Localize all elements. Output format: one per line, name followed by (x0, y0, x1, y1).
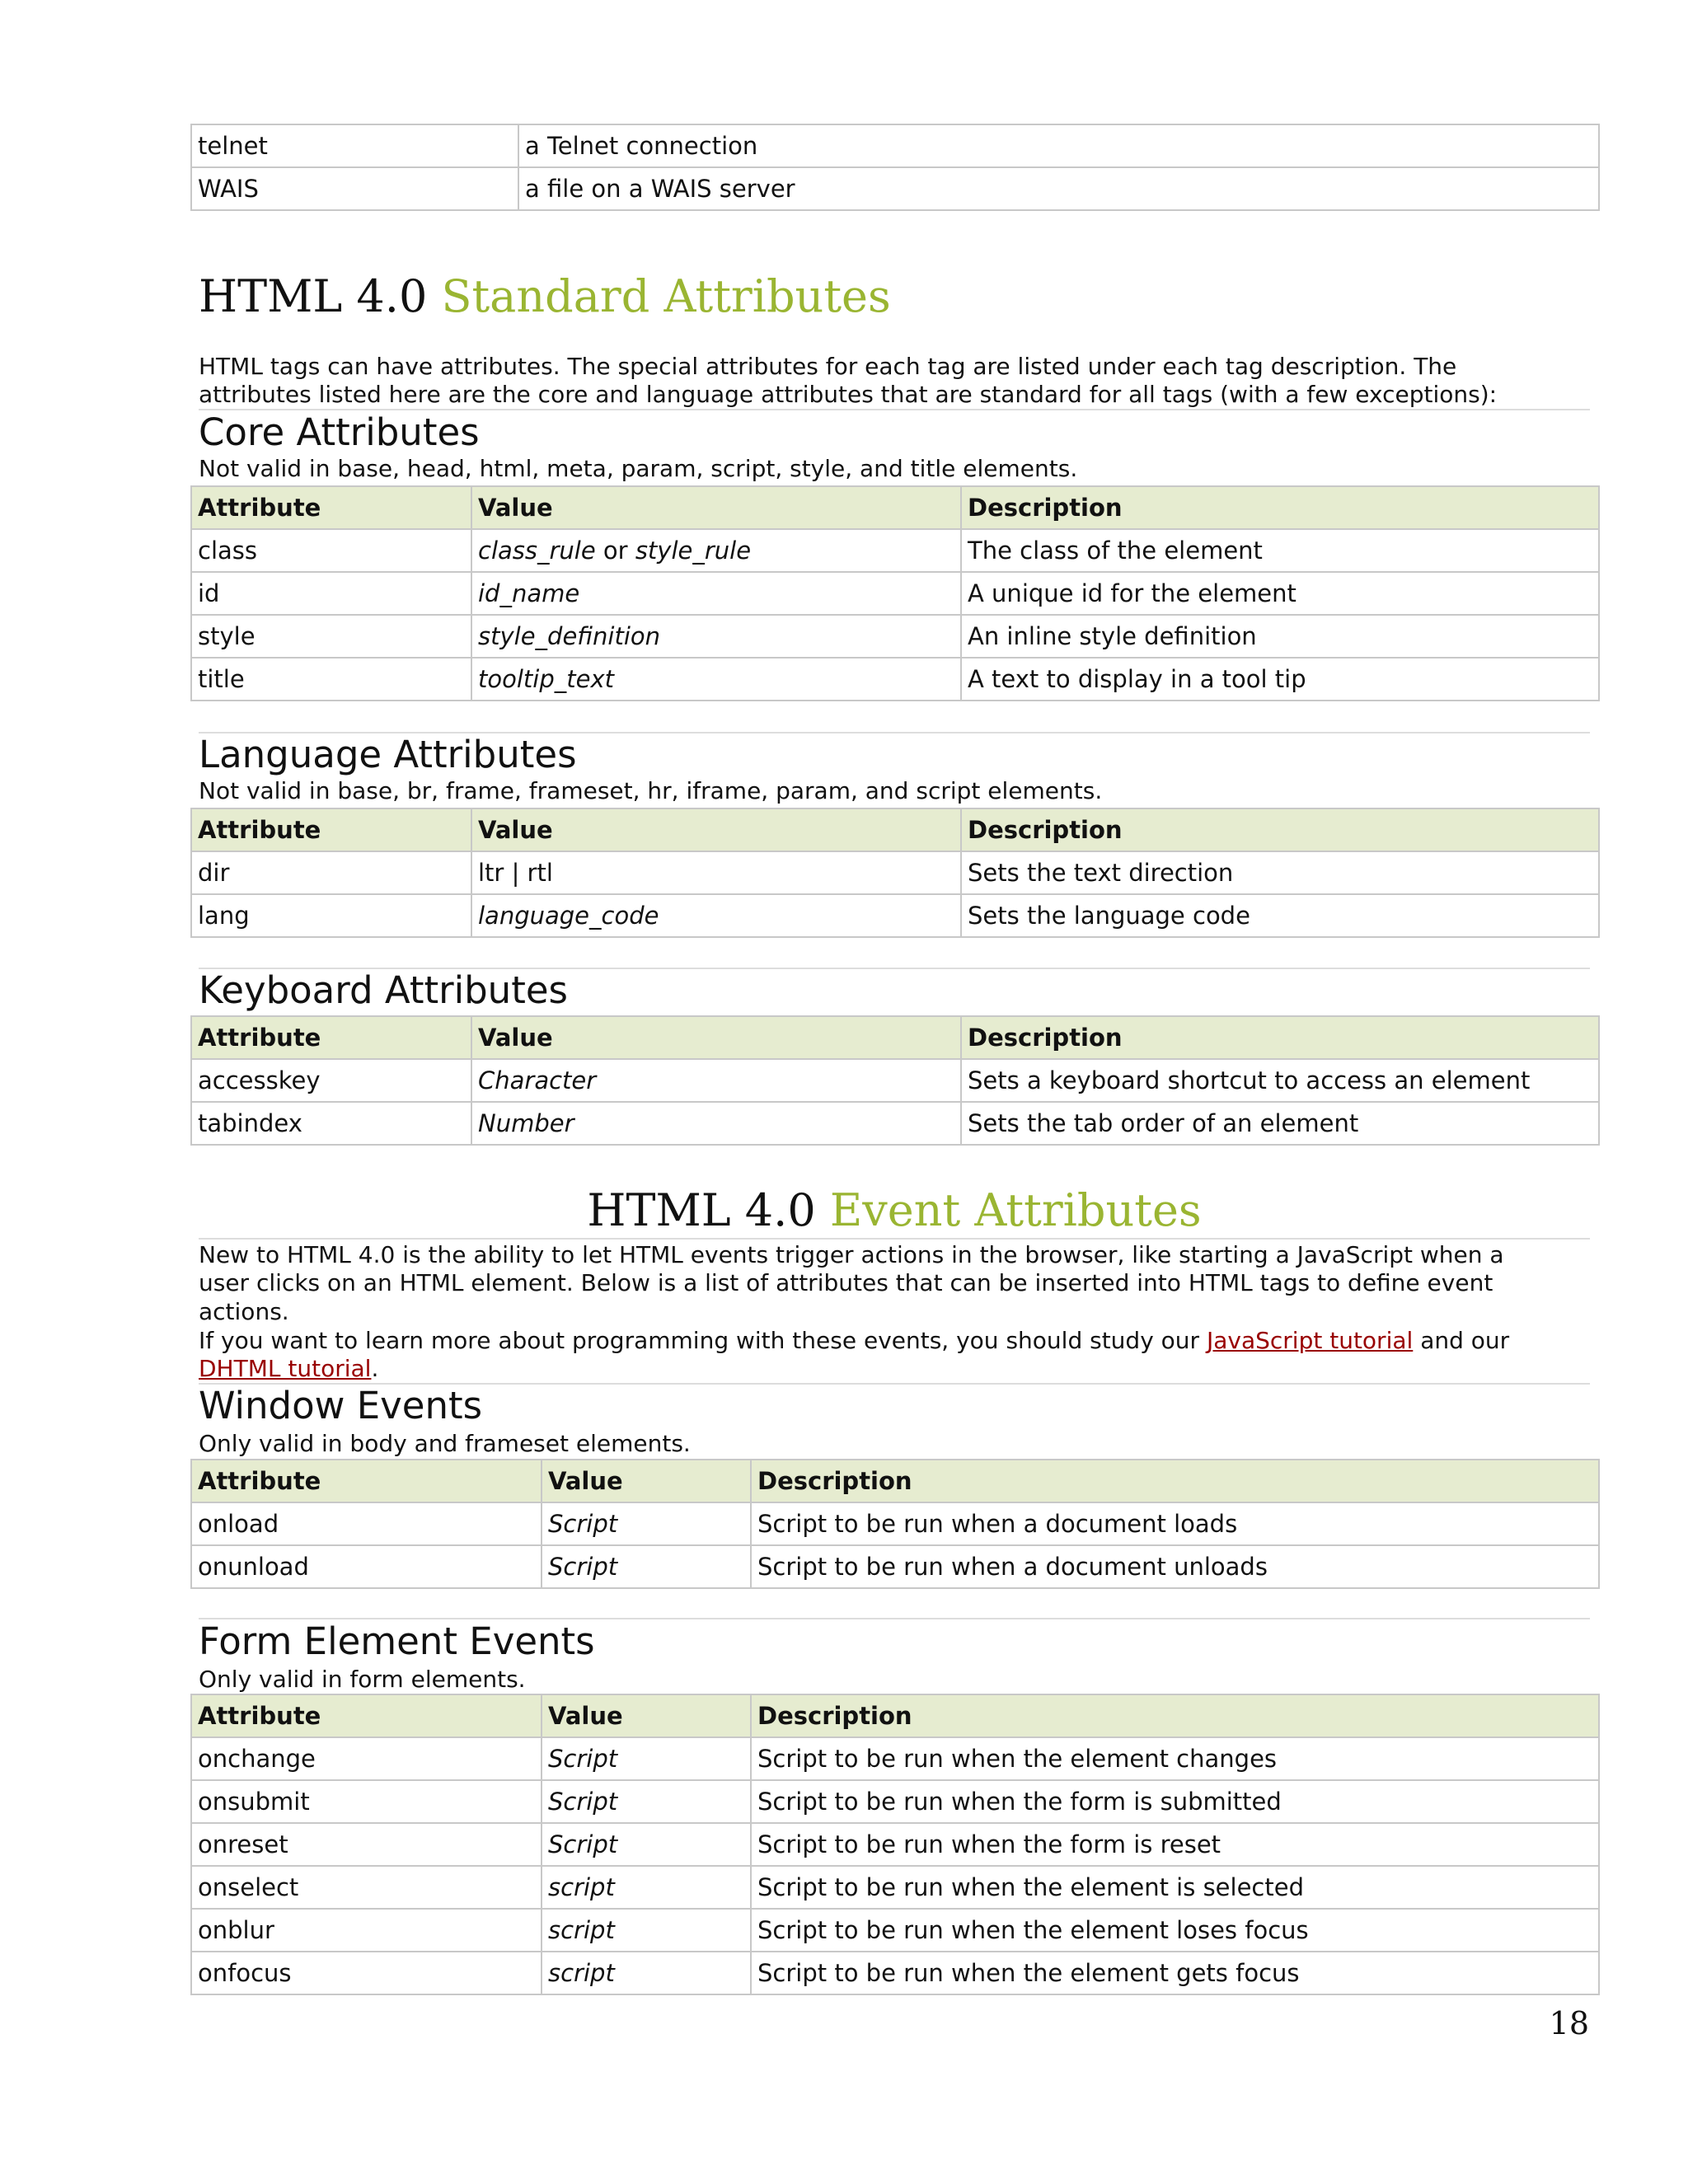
header-attribute: Attribute (191, 808, 471, 851)
attribute-name: onblur (191, 1909, 542, 1952)
table-row (191, 615, 1599, 658)
table-row (191, 572, 1599, 615)
heading-highlight: Standard Attributes (441, 270, 891, 322)
protocol-description: a file on a WAIS server (518, 167, 1599, 210)
standard-intro-line-2: attributes listed here are the core and language attributes that are standard for all tags (with a few exceptions): (199, 381, 1498, 408)
learn-more-text: . (371, 1355, 379, 1382)
attribute-description: A unique id for the element (961, 572, 1599, 615)
language-attributes-table (190, 808, 1600, 938)
header-description: Description (961, 486, 1599, 529)
attribute-name: tabindex (191, 1102, 471, 1145)
table-row (191, 1780, 1599, 1823)
standard-attributes-heading (199, 270, 891, 323)
event-learn-more-line (199, 1327, 1509, 1355)
core-attributes-title: Core Attributes (199, 410, 480, 454)
form-events-title: Form Element Events (199, 1619, 595, 1663)
attribute-description: Script to be run when the form is reset (751, 1823, 1599, 1866)
header-description: Description (961, 1016, 1599, 1059)
standard-intro-line-1: HTML tags can have attributes. The special attributes for each tag are listed under each tag description. The (199, 353, 1457, 380)
attribute-description: Script to be run when a document loads (751, 1502, 1599, 1545)
attribute-name: onload (191, 1502, 542, 1545)
attribute-name: onreset (191, 1823, 542, 1866)
table-row (191, 1545, 1599, 1588)
table-row (191, 1952, 1599, 1994)
attribute-description: Script to be run when a document unloads (751, 1545, 1599, 1588)
attribute-name: id (191, 572, 471, 615)
header-value: Value (471, 1016, 961, 1059)
page-number: 18 (1549, 2005, 1589, 2041)
attribute-name: dir (191, 851, 471, 894)
header-value: Value (542, 1460, 751, 1502)
attribute-value: Script (542, 1780, 751, 1823)
event-attributes-heading (0, 1184, 1688, 1237)
attribute-value: style_definition (471, 615, 961, 658)
value-separator: or (595, 537, 635, 565)
header-description: Description (961, 808, 1599, 851)
table-row (191, 124, 1599, 167)
header-attribute: Attribute (191, 486, 471, 529)
header-value: Value (542, 1694, 751, 1737)
attribute-name: onfocus (191, 1952, 542, 1994)
header-description: Description (751, 1694, 1599, 1737)
event-intro-line-3: actions. (199, 1298, 289, 1325)
core-attributes-table (190, 485, 1600, 701)
attribute-value: language_code (471, 894, 961, 937)
attribute-name: onsubmit (191, 1780, 542, 1823)
protocol-description: a Telnet connection (518, 124, 1599, 167)
attribute-description: Sets the language code (961, 894, 1599, 937)
attribute-value: script (542, 1952, 751, 1994)
keyboard-attributes-table (190, 1015, 1600, 1146)
core-attributes-note: Not valid in base, head, html, meta, param, script, style, and title elements. (199, 455, 1078, 482)
table-row (191, 1909, 1599, 1952)
attribute-description: Sets the text direction (961, 851, 1599, 894)
event-intro-line-1: New to HTML 4.0 is the ability to let HTML events trigger actions in the browser, like starting a JavaScript when a (199, 1241, 1504, 1268)
table-header-row (191, 486, 1599, 529)
attribute-value: Script (542, 1737, 751, 1780)
attribute-value: script (542, 1866, 751, 1909)
learn-more-text: If you want to learn more about programming with these events, you should study our (199, 1327, 1207, 1354)
attribute-name: accesskey (191, 1059, 471, 1102)
table-row (191, 658, 1599, 701)
header-description: Description (751, 1460, 1599, 1502)
attribute-description: Sets the tab order of an element (961, 1102, 1599, 1145)
table-row (191, 894, 1599, 937)
attribute-value: id_name (471, 572, 961, 615)
attribute-value: Number (471, 1102, 961, 1145)
language-attributes-note: Not valid in base, br, frame, frameset, hr, iframe, param, and script elements. (199, 777, 1103, 804)
attribute-value: ltr | rtl (471, 851, 961, 894)
attribute-description: Script to be run when the element changes (751, 1737, 1599, 1780)
window-events-note: Only valid in body and frameset elements. (199, 1430, 691, 1457)
table-row (191, 529, 1599, 572)
window-events-table (190, 1459, 1600, 1589)
attribute-description: Script to be run when the element gets focus (751, 1952, 1599, 1994)
attribute-name: class (191, 529, 471, 572)
table-header-row (191, 1016, 1599, 1059)
header-value: Value (471, 486, 961, 529)
form-events-note: Only valid in form elements. (199, 1666, 526, 1693)
protocols-table (190, 124, 1600, 211)
keyboard-attributes-title: Keyboard Attributes (199, 968, 568, 1012)
table-row (191, 1059, 1599, 1102)
header-attribute: Attribute (191, 1016, 471, 1059)
table-row (191, 1502, 1599, 1545)
heading-prefix: HTML 4.0 (587, 1184, 830, 1236)
table-row (191, 1102, 1599, 1145)
window-events-title: Window Events (199, 1384, 483, 1427)
table-row (191, 851, 1599, 894)
attribute-name: onselect (191, 1866, 542, 1909)
javascript-tutorial-link[interactable]: JavaScript tutorial (1206, 1327, 1414, 1354)
header-attribute: Attribute (191, 1460, 542, 1502)
table-header-row (191, 1694, 1599, 1737)
attribute-description: Script to be run when the element loses focus (751, 1909, 1599, 1952)
form-events-table (190, 1694, 1600, 1995)
attribute-description: Script to be run when the form is submitted (751, 1780, 1599, 1823)
heading-highlight: Event Attributes (829, 1184, 1202, 1236)
header-value: Value (471, 808, 961, 851)
table-header-row (191, 808, 1599, 851)
attribute-name: style (191, 615, 471, 658)
protocol-name: WAIS (191, 167, 518, 210)
divider (199, 1238, 1590, 1240)
value-option: style_rule (635, 537, 752, 565)
attribute-value: Script (542, 1823, 751, 1866)
attribute-value: script (542, 1909, 751, 1952)
attribute-value: Script (542, 1502, 751, 1545)
attribute-description: A text to display in a tool tip (961, 658, 1599, 701)
attribute-description: Script to be run when the element is selected (751, 1866, 1599, 1909)
attribute-description: Sets a keyboard shortcut to access an element (961, 1059, 1599, 1102)
value-option: class_rule (478, 537, 596, 565)
attribute-name: onunload (191, 1545, 542, 1588)
table-row (191, 1737, 1599, 1780)
header-attribute: Attribute (191, 1694, 542, 1737)
dhtml-tutorial-link[interactable]: DHTML tutorial (199, 1355, 372, 1382)
event-intro-line-2: user clicks on an HTML element. Below is a list of attributes that can be inserted into HTML tags to define event (199, 1269, 1493, 1296)
learn-more-text: and our (1413, 1327, 1510, 1354)
attribute-name: lang (191, 894, 471, 937)
table-row (191, 1823, 1599, 1866)
table-row (191, 167, 1599, 210)
attribute-value (471, 529, 961, 572)
attribute-name: title (191, 658, 471, 701)
protocol-name: telnet (191, 124, 518, 167)
attribute-value: tooltip_text (471, 658, 961, 701)
attribute-value: Character (471, 1059, 961, 1102)
event-learn-more-line-2 (199, 1355, 378, 1383)
heading-prefix: HTML 4.0 (199, 270, 442, 322)
attribute-description: The class of the element (961, 529, 1599, 572)
table-header-row (191, 1460, 1599, 1502)
language-attributes-title: Language Attributes (199, 733, 577, 776)
attribute-description: An inline style definition (961, 615, 1599, 658)
attribute-name: onchange (191, 1737, 542, 1780)
attribute-value: Script (542, 1545, 751, 1588)
table-row (191, 1866, 1599, 1909)
